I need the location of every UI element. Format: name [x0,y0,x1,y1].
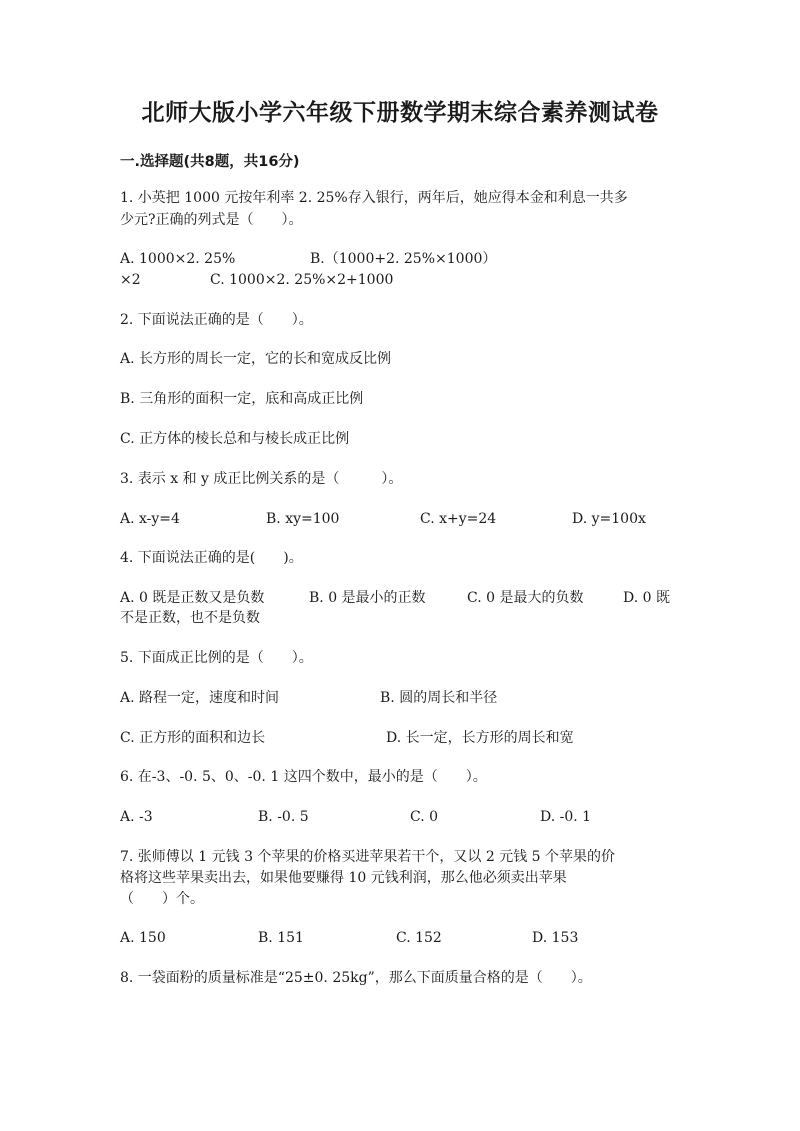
q2-option-c: C. 正方体的棱长总和与棱长成正比例 [120,431,350,447]
q3-stem: 3. 表示 x 和 y 成正比例关系的是（ ）。 [120,471,403,487]
q7-option-a: A. 150 [120,930,166,946]
q5-option-c: C. 正方形的面积和边长 [120,730,266,746]
q7-option-d: D. 153 [532,930,579,946]
q5-option-b: B. 圆的周长和半径 [380,690,498,706]
q3-option-d: D. y=100x [572,511,646,527]
section-heading: 一.选择题(共8题，共16分) [120,154,300,170]
q1-option-b-continued: ×2 [120,272,141,288]
q1-stem-line2: 少元?正确的列式是（ ）。 [120,212,303,228]
q1-option-c: C. 1000×2. 25%×2+1000 [210,272,394,288]
q6-option-c: C. 0 [410,809,439,825]
q4-option-a: A. 0 既是正数又是负数 [120,590,265,606]
q8-stem: 8. 一袋面粉的质量标准是“25±0. 25kg”，那么下面质量合格的是（ ）。 [120,970,592,986]
q2-option-b: B. 三角形的面积一定，底和高成正比例 [120,391,364,407]
q4-option-d-continued: 不是正数，也不是负数 [120,610,260,626]
q6-option-b: B. -0. 5 [258,809,309,825]
q7-stem-line3: （ ）个。 [120,891,204,907]
q3-option-c: C. x+y=24 [420,511,497,527]
q1-option-b: B.（1000+2. 25%×1000） [310,251,497,267]
q3-option-a: A. x-y=4 [120,511,180,527]
q4-stem: 4. 下面说法正确的是( )。 [120,550,303,566]
q6-option-d: D. -0. 1 [540,809,592,825]
q5-stem: 5. 下面成正比例的是（ ）。 [120,650,313,666]
q2-stem: 2. 下面说法正确的是（ ）。 [120,312,313,328]
q3-option-b: B. xy=100 [266,511,340,527]
q4-option-b: B. 0 是最小的正数 [309,590,426,606]
q6-option-a: A. -3 [120,809,153,825]
exam-title: 北师大版小学六年级下册数学期末综合素养测试卷 [141,100,659,126]
q1-option-a: A. 1000×2. 25% [120,251,236,267]
q6-stem: 6. 在-3、-0. 5、0、-0. 1 这四个数中，最小的是（ ）。 [120,769,487,785]
q5-option-a: A. 路程一定，速度和时间 [120,690,280,706]
q7-stem-line2: 格将这些苹果卖出去，如果他要赚得 10 元钱利润，那么他必须卖出苹果 [120,870,567,886]
q5-option-d: D. 长一定，长方形的周长和宽 [386,730,574,746]
q7-option-b: B. 151 [258,930,304,946]
q1-stem-line1: 1. 小英把 1000 元按年利率 2. 25%存入银行，两年后，她应得本金和利息一共多 [120,190,628,206]
q7-stem-line1: 7. 张师傅以 1 元钱 3 个苹果的价格买进苹果若干个，又以 2 元钱 5 个苹果的价 [120,849,616,865]
q4-option-c: C. 0 是最大的负数 [467,590,584,606]
q7-option-c: C. 152 [396,930,442,946]
q2-option-a: A. 长方形的周长一定，它的长和宽成反比例 [120,351,392,367]
q4-option-d: D. 0 既 [623,590,670,606]
